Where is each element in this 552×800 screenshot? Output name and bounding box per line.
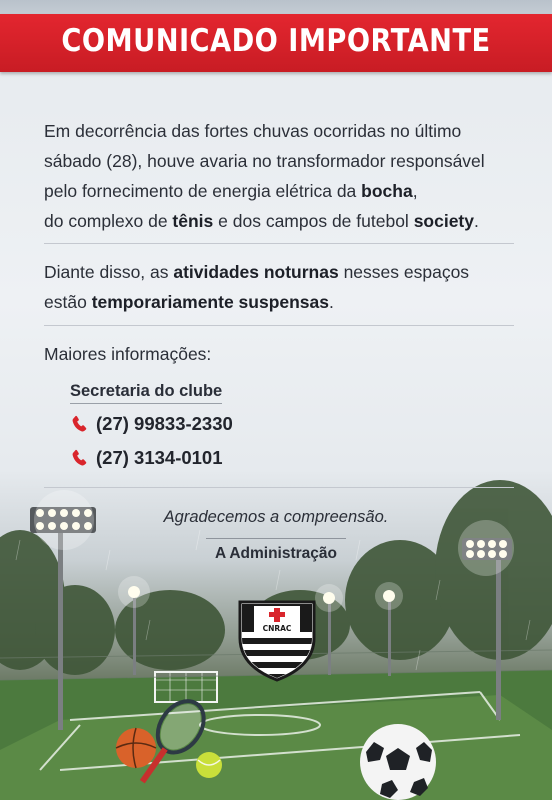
thanks-message: Agradecemos a compreensão. bbox=[163, 508, 389, 526]
phone-handset-icon bbox=[70, 447, 90, 469]
divider bbox=[44, 487, 514, 488]
page-title: COMUNICADO IMPORTANTE bbox=[61, 23, 491, 59]
divider bbox=[44, 325, 514, 326]
club-crest-logo bbox=[236, 598, 318, 682]
notice-line: do complexo de tênis e dos campos de futebol society. bbox=[44, 211, 479, 231]
phone-number-1[interactable] bbox=[70, 413, 233, 435]
signature: A Administração bbox=[214, 545, 338, 562]
divider bbox=[44, 243, 514, 244]
notice-line: Em decorrência das fortes chuvas ocorridas no último bbox=[44, 121, 462, 141]
notice-line: Diante disso, as atividades noturnas nesses espaços bbox=[44, 262, 470, 282]
more-info-label: Maiores informações: bbox=[44, 344, 212, 364]
crest-text: CNRAC bbox=[262, 624, 292, 633]
notice-paragraph-1 bbox=[44, 116, 524, 236]
notice-line: pelo fornecimento de energia elétrica da bocha, bbox=[44, 181, 418, 201]
signature-divider bbox=[206, 538, 346, 539]
notice-line: estão temporariamente suspensas. bbox=[44, 292, 334, 312]
title-banner bbox=[0, 14, 552, 72]
phone-number-text: (27) 99833-2330 bbox=[96, 413, 233, 434]
notice-paragraph-2 bbox=[44, 257, 524, 317]
phone-number-text: (27) 3134-0101 bbox=[96, 447, 223, 468]
phone-handset-icon bbox=[70, 413, 90, 435]
notice-line: sábado (28), houve avaria no transformador responsável bbox=[44, 151, 485, 171]
club-office-label: Secretaria do clube bbox=[70, 382, 222, 404]
phone-number-2[interactable] bbox=[70, 447, 223, 469]
